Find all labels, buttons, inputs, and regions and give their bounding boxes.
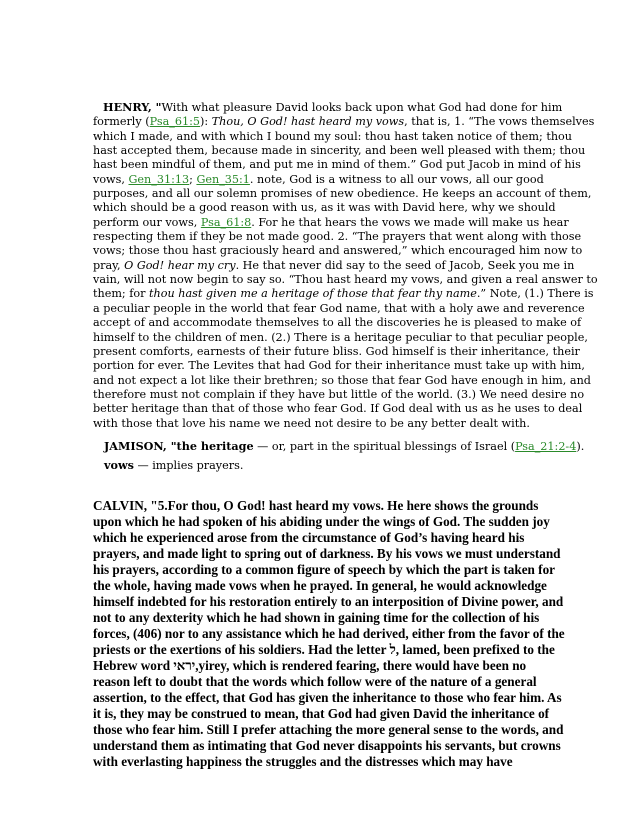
calvin-commentary <box>93 498 565 770</box>
calvin-line: the whole, having made vows when he prayed. In general, he would acknowledge <box>93 578 547 593</box>
jamison-line <box>104 456 554 475</box>
calvin-line: reason left to doubt that the words which follow were of the nature of a general <box>93 674 537 689</box>
henry-line <box>93 158 581 172</box>
text: pray, <box>93 258 125 272</box>
bold-text: JAMISON, "the heritage <box>104 439 254 453</box>
text: vows; those thou hast graciously heard and answered,” which encouraged him now to <box>93 244 583 258</box>
calvin-line: prayers, and made light to spring out of darkness. By his vows we must understand <box>93 546 561 561</box>
text: present comforts, earnests of their future bliss. God himself is their inheritance, their <box>93 344 580 358</box>
text: , that is, 1. “The vows themselves <box>404 115 595 129</box>
italic-text: O God! hear my cry <box>124 258 236 272</box>
henry-line <box>93 359 585 373</box>
henry-line <box>93 417 555 431</box>
text: hast accepted them, because made in sincerity, and been well pleased with them; thou <box>93 144 586 158</box>
calvin-line: his prayers, according to a common figure of speech by which the part is taken for <box>93 562 556 577</box>
text: . note, God is a witness to all our vows, all our good <box>249 172 544 186</box>
scripture-reference-link[interactable]: Psa_21:2-4 <box>515 440 577 453</box>
text: . For he that hears the vows we made will make us hear <box>251 215 569 229</box>
text: which I made, and with which I bound my soul: thou hast taken notice of them; thou <box>93 129 572 143</box>
henry-line <box>93 201 555 215</box>
calvin-line: CALVIN, "5.For thou, O God! hast heard my vows. He here shows the grounds <box>93 498 539 513</box>
henry-line <box>93 316 582 330</box>
henry-line <box>93 273 598 287</box>
henry-line <box>93 330 588 345</box>
henry-line <box>93 129 572 144</box>
text: ; <box>189 172 197 186</box>
text: purposes, and all our solemn promises of new obedience. He keeps an account of them, <box>93 187 592 201</box>
text: formerly ( <box>93 115 150 129</box>
henry-line <box>93 287 594 301</box>
calvin-line: assertion, to the effect, that God has given the inheritance to those who fear him. As <box>93 690 562 705</box>
calvin-line: not to any dexterity which he had shown in gaining time for the collection of his <box>93 610 540 625</box>
text: with those that love his name we need not desire to be any better dealt with. <box>93 416 530 430</box>
italic-text: Thou, O God! hast heard my vows <box>211 115 405 129</box>
henry-line <box>93 244 583 258</box>
text: and not expect a lot like their brethren; so those that fear God have enough in him, and <box>93 373 591 387</box>
text: With what pleasure David looks back upon what God had done for him <box>161 101 563 114</box>
jamison-commentary <box>104 437 585 475</box>
henry-line <box>93 115 595 129</box>
henry-line <box>93 387 585 402</box>
calvin-line: those who fear him. Still I prefer attaching the more general sense to the words, and <box>93 722 564 737</box>
calvin-line: which he experienced arose from the circumstance of God’s having heard his <box>93 530 525 545</box>
text: better heritage than that of those who fear God. If God deal with us as he uses to deal <box>93 402 583 416</box>
henry-line <box>93 230 582 244</box>
calvin-line: upon which he had spoken of his abiding under the wings of God. The sudden joy <box>93 514 550 529</box>
text: .” Note, (1.) There is <box>476 287 594 301</box>
scripture-reference-link[interactable]: Gen_31:13 <box>128 172 190 186</box>
henry-line <box>93 144 586 158</box>
henry-commentary <box>93 100 598 431</box>
text: accept of and accommodate themselves to all the discoveries he is pleased to make of <box>93 316 582 330</box>
text: — or, part in the spiritual blessings of Israel ( <box>253 440 516 453</box>
scripture-reference-link[interactable]: Psa_61:5 <box>149 115 200 129</box>
calvin-line: priests or the exertions of his soldiers. Had the letter ל, lamed, been prefixed to the <box>93 642 555 657</box>
calvin-line: understand them as intimating that God never disappoints his servants, but crowns <box>93 738 561 753</box>
henry-line <box>93 301 585 316</box>
text: ): <box>199 115 212 129</box>
bold-text: HENRY, " <box>103 100 162 114</box>
henry-line <box>93 373 591 388</box>
text: . He that never did say to the seed of Jacob, Seek you me in <box>235 258 575 272</box>
scripture-reference-link[interactable]: Psa_61:8 <box>200 215 252 229</box>
italic-text: thou hast given me a heritage of those that fear thy name <box>149 287 477 301</box>
henry-line <box>93 100 563 115</box>
calvin-line: with everlasting happiness the struggles and the distresses which may have <box>93 754 513 769</box>
henry-line <box>93 173 555 187</box>
calvin-line: it is, they may be construed to mean, that God had given David the inheritance of <box>93 706 550 721</box>
text: vows, <box>93 172 129 186</box>
bold-text: vows <box>104 458 134 472</box>
henry-line <box>93 215 569 230</box>
text: a peculiar people in the world that fear God name, that with a holy awe and reverence <box>93 301 585 315</box>
henry-line <box>93 344 580 359</box>
henry-line <box>93 402 583 416</box>
text: therefore must not complain if they have but little of the world. (3.) We need desire no <box>93 387 585 401</box>
text: respecting them if they be not made good. 2. “The prayers that went along with those <box>93 230 582 244</box>
calvin-line: Hebrew word יראי,yirey, which is rendered fearing, there would have been no <box>93 658 527 673</box>
text: hast been mindful of them, and put me in mind of them.” God put Jacob in mind of his <box>93 158 581 172</box>
text: — implies prayers. <box>133 459 244 472</box>
text: himself to the children of men. (2.) There is a heritage peculiar to that peculiar people, <box>93 330 588 344</box>
calvin-line: himself indebted for his restoration entirely to an interposition of Divine power, and <box>93 594 564 609</box>
henry-line <box>93 258 575 273</box>
text: which should be a good reason with us, as it was with David here, why we should <box>93 201 556 215</box>
calvin-line: forces, (406) nor to any assistance which he had derived, either from the favor of the <box>93 626 565 641</box>
text: vain, will not now begin to say so. “Thou hast heard my vows, and given a real answer to <box>93 273 598 287</box>
jamison-line <box>104 437 585 456</box>
text: portion for ever. The Levites that had God for their inheritance must take up with him, <box>93 359 585 373</box>
scripture-reference-link[interactable]: Gen_35:1 <box>196 172 250 186</box>
text: ). <box>576 440 585 453</box>
henry-line <box>93 187 592 201</box>
text: perform our vows, <box>93 215 201 229</box>
text: them; for <box>93 287 150 301</box>
